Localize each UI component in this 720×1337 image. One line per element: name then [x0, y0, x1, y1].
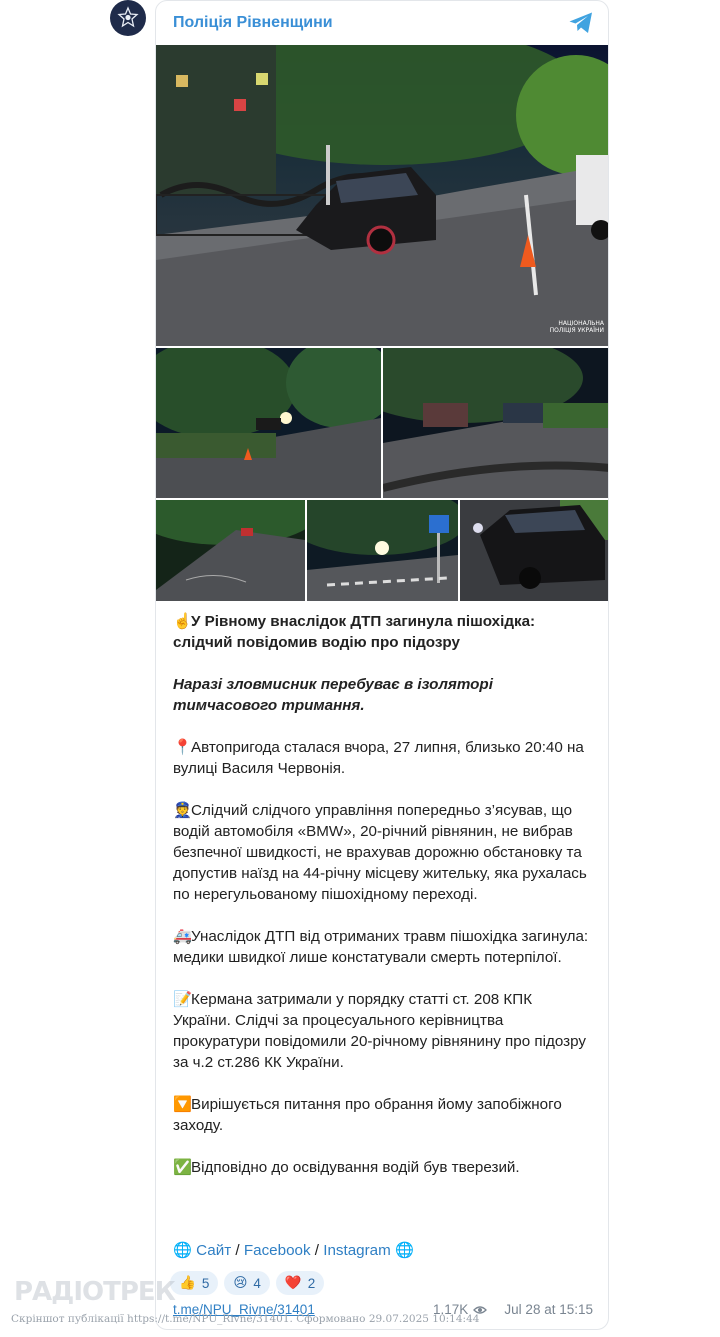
globe-icon: 🌐 [173, 1242, 192, 1259]
photo-3[interactable] [383, 348, 609, 498]
photo-2[interactable] [156, 348, 381, 498]
instagram-link[interactable]: Instagram [323, 1242, 391, 1259]
paragraph-detention: 📝Кермана затримали у порядку статті ст. 208 КПК України. Слідчі за процесуального керівництва прокуратури повідомили 20-річному рівнянину про підозру за ч.2 ст.286 КК України. [173, 991, 586, 1071]
view-count: 1.17K [433, 1302, 487, 1317]
down-button-icon: 🔽 [173, 1096, 192, 1113]
crying-face-icon: 😢 [233, 1275, 248, 1290]
post-links: 🌐 Сайт / Facebook / Instagram 🌐 [173, 1242, 414, 1259]
ambulance-icon: 🚑 [173, 928, 192, 945]
reaction-thumbs-up[interactable]: 👍 5 [170, 1271, 218, 1295]
post-title: ☝️У Рівному внаслідок ДТП загинула пішохідка: слідчий повідомив водію про підозру [173, 613, 536, 651]
post-text [173, 611, 593, 1199]
pin-icon: 📍 [173, 739, 192, 756]
overlay-line2: ПОЛІЦІЯ УКРАЇНИ [549, 327, 604, 334]
heart-icon: ❤️ [284, 1275, 302, 1290]
channel-avatar[interactable] [110, 0, 146, 36]
telegram-icon[interactable] [568, 11, 594, 35]
reactions-bar [170, 1271, 324, 1295]
screenshot-caption: Скріншот публікації https://t.me/NPU_Rivne/31401. Сформовано 29.07.2025 10:14:44 [11, 1313, 480, 1325]
memo-icon: 📝 [173, 991, 192, 1008]
police-officer-icon: 👮 [173, 802, 192, 819]
post-italic-note: Наразі зловмисник перебуває в ізоляторі тимчасового тримання. [173, 676, 493, 714]
photo-5[interactable] [307, 500, 458, 601]
police-emblem-icon [115, 5, 141, 31]
watermark-brand: РАДІОТРЕК [14, 1277, 175, 1307]
reaction-heart[interactable]: ❤️ 2 [276, 1271, 324, 1295]
paragraph-location: 📍Автопригода сталася вчора, 27 липня, близько 20:40 на вулиці Василя Червонія. [173, 739, 584, 777]
site-link[interactable]: Сайт [196, 1242, 232, 1259]
paragraph-result: 🚑Унаслідок ДТП від отриманих травм пішохідка загинула: медики швидкої лише констатували смерть потерпілої. [173, 928, 589, 966]
pointing-up-icon: ☝️ [173, 613, 192, 630]
paragraph-measure: 🔽Вирішується питання про обрання йому запобіжного заходу. [173, 1096, 562, 1134]
photo-6[interactable] [460, 500, 609, 601]
paragraph-sober: ✅Відповідно до освідування водій був тверезий. [173, 1159, 520, 1176]
globe-icon: 🌐 [395, 1242, 414, 1259]
overlay-line1: НАЦІОНАЛЬНА [558, 320, 604, 327]
post-header [156, 1, 609, 45]
post-date: Jul 28 at 15:15 [504, 1302, 593, 1317]
paragraph-investigator: 👮Слідчий слідчого управління попередньо з’ясував, що водій автомобіля «BMW», 20-річний рівнянин, не вибрав безпечної швидкості, не врахував дорожню обстановку та допустив наїзд на 44-річну місцеву жительку, яка рухалась по нерегульованому пішохідному переході. [173, 802, 587, 903]
check-mark-icon: ✅ [173, 1159, 192, 1176]
thumbs-up-icon: 👍 [179, 1275, 196, 1290]
facebook-link[interactable]: Facebook [243, 1242, 311, 1259]
photo-main[interactable] [156, 45, 609, 346]
telegram-post-card [155, 0, 609, 1330]
photo-4[interactable] [156, 500, 305, 601]
channel-name-link[interactable]: Поліція Рівненщини [173, 14, 333, 31]
post-permalink[interactable]: t.me/NPU_Rivne/31401 [173, 1302, 315, 1317]
radiotrek-watermark [10, 1274, 175, 1310]
reaction-crying[interactable]: 😢 4 [224, 1271, 270, 1295]
photo-gallery [156, 45, 609, 601]
